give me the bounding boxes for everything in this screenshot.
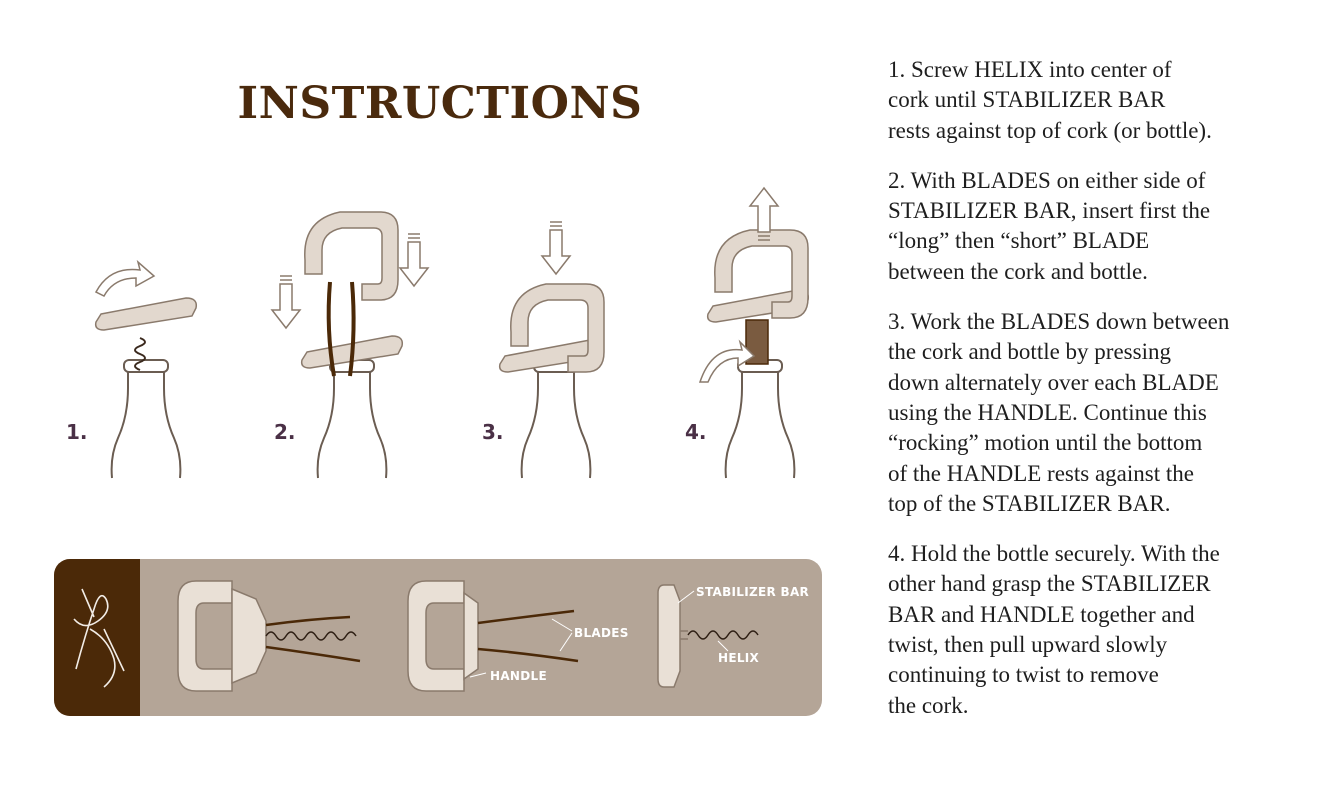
parts-diagram-panel [54,559,822,716]
step-number-2: 2. [274,420,296,444]
label-stabilizer-bar: STABILIZER BAR [696,585,810,599]
instruction-step-3: 3. Work the BLADES down between the cork and bottle by pressing down alternately over each BLADE using the HANDLE. Continue this “rocking” motion until the bottom of the HANDLE rests against the top of the STABILIZER BAR. [888,309,1230,516]
parts-diagram-drawing [54,559,822,716]
label-blades: BLADES [574,626,629,640]
step-number-1: 1. [66,420,88,444]
label-helix: HELIX [718,651,760,665]
step-4-illustration [700,188,808,478]
step-number-4: 4. [685,420,707,444]
label-handle: HANDLE [490,669,547,683]
step-illustrations [0,170,860,490]
instruction-step-1: 1. Screw HELIX into center of cork until STABILIZER BAR rests against top of cork (or bottle). [888,57,1212,143]
page-title: INSTRUCTIONS [237,78,643,129]
instruction-step-4: 4. Hold the bottle securely. With the other hand grasp the STABILIZER BAR and HANDLE together and twist, then pull upward slowly continuing to twist to remove the cork. [888,541,1220,718]
step-1-illustration [96,262,197,478]
step-3-illustration [500,222,604,478]
instructions-list [888,55,1308,741]
instruction-step-2: 2. With BLADES on either side of STABILIZER BAR, insert first the “long” then “short” BLADE between the cork and bottle. [888,167,1211,284]
step-number-3: 3. [482,420,504,444]
